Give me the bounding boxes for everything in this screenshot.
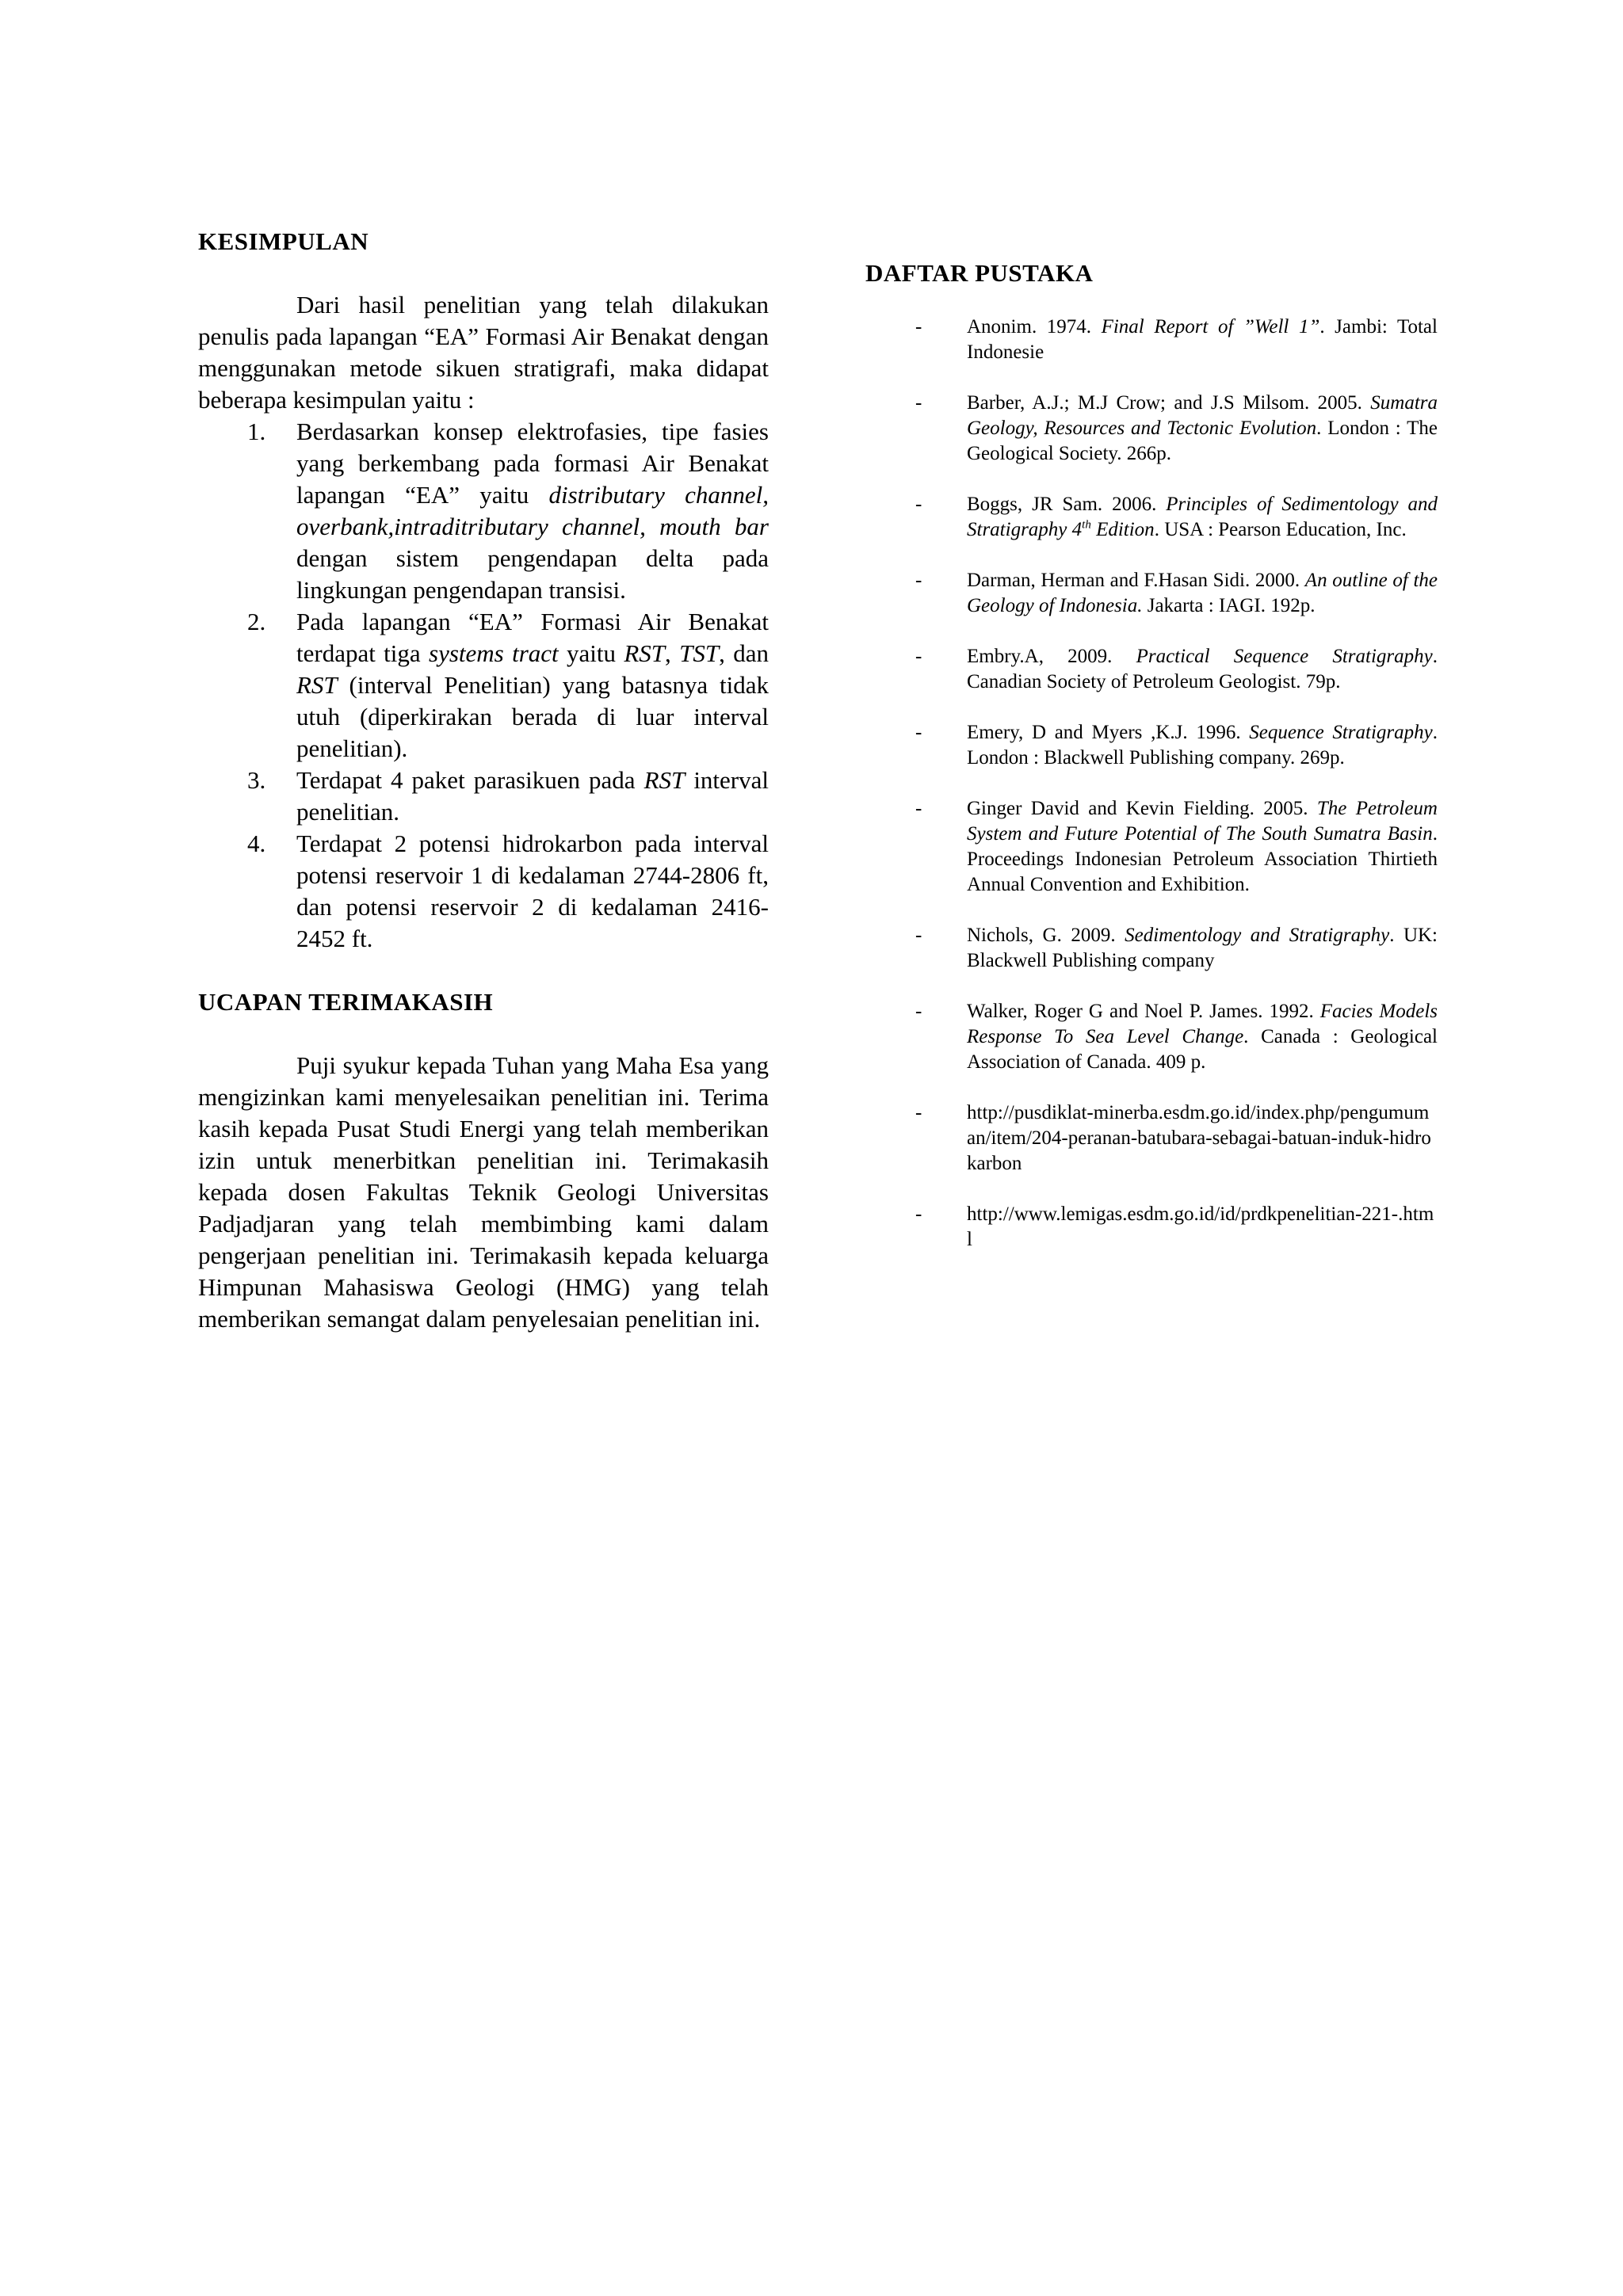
dash: - <box>915 1001 922 1022</box>
ref-text: . Proceedings Indonesian Petroleum Association Thirtieth Annual Convention and Exhibition. <box>967 823 1438 895</box>
ref-text: Walker, Roger G and Noel P. James. 1992. <box>967 1001 1320 1022</box>
left-column <box>198 226 769 1335</box>
dash: - <box>915 646 922 667</box>
reference-item-url <box>865 1100 1438 1177</box>
item-text: Berdasarkan konsep elektrofasies, tipe fasies yang berkembang pada formasi Air Benakat lapangan “EA” yaitu <box>296 418 769 509</box>
reference-url: http://pusdiklat-minerba.esdm.go.id/index.php/pengumuman/item/204-peranan-batubara-sebagai-batuan-induk-hidrokarbon <box>967 1102 1431 1174</box>
item-italic: distributary channel, overbank,intraditributary channel, mouth bar <box>296 481 769 540</box>
reference-item <box>865 315 1438 365</box>
reference-item <box>865 796 1438 898</box>
item-text: , dan <box>719 639 769 667</box>
item-text: interval penelitian. <box>296 766 769 826</box>
dash: - <box>915 1203 922 1225</box>
ucapan-heading: UCAPAN TERIMAKASIH <box>198 988 494 1016</box>
ref-text: Anonim. 1974. <box>967 316 1102 338</box>
item-text: Terdapat 4 paket parasikuen pada <box>296 766 644 794</box>
item-italic: TST <box>679 639 720 667</box>
ucapan-text: Puji syukur kepada Tuhan yang Maha Esa yang mengizinkan kami menyelesaikan penelitian ini. Terima kasih kepada Pusat Studi Energi yang telah memberikan izin untuk menerbitkan penelitian ini. Terimakasih kepada dosen Fakultas Teknik Geologi Universitas Padjadjaran yang telah membimbing kami dalam pengerjaan penelitian ini. Terimakasih kepada keluarga Himpunan Mahasiswa Geologi (HMG) yang telah memberikan semangat dalam penyelesaian penelitian ini. <box>198 1051 769 1333</box>
ref-text: Darman, Herman and F.Hasan Sidi. 2000. <box>967 570 1305 591</box>
daftar-heading: DAFTAR PUSTAKA <box>865 259 1094 287</box>
right-column <box>865 257 1438 1278</box>
reference-list <box>865 315 1438 1253</box>
item-number: 3. <box>247 766 266 794</box>
dash: - <box>915 925 922 946</box>
item-text: , <box>665 639 680 667</box>
ref-text: . Canadian Society of Petroleum Geologist. 79p. <box>967 646 1438 692</box>
ref-text: Boggs, JR Sam. 2006. <box>967 494 1167 515</box>
ref-text: Barber, A.J.; M.J Crow; and J.S Milsom. 2005. <box>967 392 1371 414</box>
ref-text: Jakarta : IAGI. 192p. <box>1142 595 1316 616</box>
ref-title: Sumatra Geology, Resources and Tectonic Evolution <box>967 392 1438 439</box>
ref-title: Facies Models Response To Sea Level Change <box>967 1001 1438 1047</box>
ref-text: . London : Blackwell Publishing company. 269p. <box>967 722 1438 769</box>
superscript: th <box>1082 518 1091 532</box>
item-text: yaitu <box>558 639 624 667</box>
reference-item <box>865 999 1438 1075</box>
reference-item <box>865 391 1438 467</box>
ref-text: . London : The Geological Society. 266p. <box>967 418 1438 464</box>
reference-item <box>865 568 1438 619</box>
dash: - <box>915 722 922 743</box>
ref-text: . USA : Pearson Education, Inc. <box>1154 519 1407 540</box>
item-italic: RST <box>643 766 685 794</box>
dash: - <box>915 798 922 819</box>
conclusion-item <box>198 416 769 606</box>
item-text: Pada lapangan “EA” Formasi Air Benakat terdapat tiga <box>296 608 769 667</box>
item-italic: RST <box>296 671 338 699</box>
ref-title-part: Principles of Sedimentology and Stratigraphy 4 <box>967 494 1438 540</box>
ref-title: Practical Sequence Stratigraphy <box>1136 646 1433 667</box>
dash: - <box>915 570 922 591</box>
ref-title: Final Report of ”Well 1” <box>1101 316 1320 338</box>
ref-title: Sedimentology and Stratigraphy <box>1125 925 1390 946</box>
dash: - <box>915 392 922 414</box>
ref-text: . Canada : Geological Association of Canada. 409 p. <box>967 1026 1438 1073</box>
item-number: 4. <box>247 830 266 857</box>
reference-url: http://www.lemigas.esdm.go.id/id/prdkpenelitian-221-.html <box>967 1203 1434 1250</box>
ref-title: An outline of the Geology of Indonesia. <box>967 570 1438 616</box>
conclusion-item <box>198 828 769 955</box>
kesimpulan-heading: KESIMPULAN <box>198 227 369 255</box>
dash: - <box>915 494 922 515</box>
ref-text: . Jambi: Total Indonesie <box>967 316 1438 363</box>
kesimpulan-intro: Dari hasil penelitian yang telah dilakukan penulis pada lapangan “EA” Formasi Air Benakat dengan menggunakan metode sikuen stratigrafi, maka didapat beberapa kesimpulan yaitu : <box>198 291 769 414</box>
ref-text: Emery, D and Myers ,K.J. 1996. <box>967 722 1250 743</box>
item-number: 2. <box>247 608 266 635</box>
item-text: Terdapat 2 potensi hidrokarbon pada interval potensi reservoir 1 di kedalaman 2744-2806 ft, dan potensi reservoir 2 di kedalaman 2416-2452 ft. <box>296 830 769 952</box>
item-italic: systems tract <box>429 639 559 667</box>
ref-title: The Petroleum System and Future Potential of The South Sumatra Basin <box>967 798 1438 845</box>
reference-item <box>865 492 1438 543</box>
ref-title: Sequence Stratigraphy <box>1249 722 1433 743</box>
conclusion-list <box>198 416 769 955</box>
reference-item <box>865 644 1438 695</box>
conclusion-item <box>198 606 769 765</box>
ref-title-part: Edition <box>1090 519 1155 540</box>
ref-text: Embry.A, 2009. <box>967 646 1136 667</box>
ref-text: Ginger David and Kevin Fielding. 2005. <box>967 798 1317 819</box>
dash: - <box>915 316 922 338</box>
item-number: 1. <box>247 418 266 445</box>
reference-item-url <box>865 1202 1438 1253</box>
reference-item <box>865 720 1438 771</box>
item-text: dengan sistem pengendapan delta pada lingkungan pengendapan transisi. <box>296 544 769 604</box>
ref-text: . UK: Blackwell Publishing company <box>967 925 1438 971</box>
item-italic: RST <box>624 639 666 667</box>
conclusion-item <box>198 765 769 828</box>
reference-item <box>865 923 1438 974</box>
ref-text: Nichols, G. 2009. <box>967 925 1125 946</box>
item-text: (interval Penelitian) yang batasnya tidak utuh (diperkirakan berada di luar interval penelitian). <box>296 671 769 762</box>
dash: - <box>915 1102 922 1123</box>
